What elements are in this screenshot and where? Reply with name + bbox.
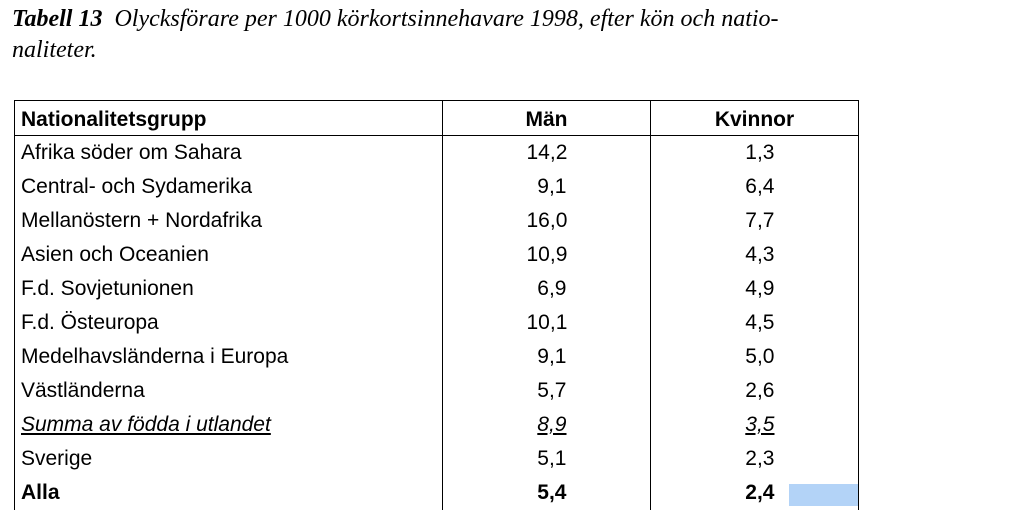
caption-text-line1: Olycksförare per 1000 körkortsinnehavare 1998, efter kön och natio- (114, 6, 779, 32)
row-kvinnor: 3,5 (651, 408, 859, 442)
row-kvinnor: 5,0 (651, 340, 859, 374)
table-row (15, 374, 859, 408)
row-name: Summa av födda i utlandet (15, 408, 443, 442)
table-row (15, 340, 859, 374)
row-man: 9,1 (443, 170, 651, 204)
row-man: 5,1 (443, 442, 651, 476)
table-row (15, 272, 859, 306)
header-nationalitetsgrupp: Nationalitetsgrupp (15, 101, 443, 136)
row-name: Alla (15, 476, 443, 510)
row-kvinnor: 2,3 (651, 442, 859, 476)
row-kvinnor: 2,4 (651, 476, 859, 510)
table-row (15, 170, 859, 204)
row-kvinnor: 4,9 (651, 272, 859, 306)
row-name: Mellanöstern + Nordafrika (15, 204, 443, 238)
caption-label: Tabell 13 (12, 6, 103, 32)
row-name: Central- och Sydamerika (15, 170, 443, 204)
table-row (15, 238, 859, 272)
row-name: Medelhavsländerna i Europa (15, 340, 443, 374)
header-kvinnor: Kvinnor (651, 101, 859, 136)
table-caption (12, 4, 1002, 66)
row-man: 14,2 (443, 136, 651, 171)
data-table-container (14, 100, 858, 510)
data-table (14, 100, 859, 510)
table-row (15, 136, 859, 171)
row-man: 8,9 (443, 408, 651, 442)
table-row (15, 204, 859, 238)
row-man: 10,1 (443, 306, 651, 340)
row-name: Västländerna (15, 374, 443, 408)
row-man: 5,7 (443, 374, 651, 408)
row-name: Afrika söder om Sahara (15, 136, 443, 171)
row-kvinnor: 6,4 (651, 170, 859, 204)
table-row-total (15, 476, 859, 510)
table-row-summary-foreign-born (15, 408, 859, 442)
row-man: 6,9 (443, 272, 651, 306)
table-row (15, 306, 859, 340)
row-kvinnor: 1,3 (651, 136, 859, 171)
table-header-row (15, 101, 859, 136)
row-man: 9,1 (443, 340, 651, 374)
row-man: 16,0 (443, 204, 651, 238)
header-man: Män (443, 101, 651, 136)
row-kvinnor: 2,6 (651, 374, 859, 408)
row-name: F.d. Sovjetunionen (15, 272, 443, 306)
table-row (15, 442, 859, 476)
row-name: Asien och Oceanien (15, 238, 443, 272)
row-kvinnor: 4,5 (651, 306, 859, 340)
row-name: Sverige (15, 442, 443, 476)
row-kvinnor: 4,3 (651, 238, 859, 272)
row-man: 5,4 (443, 476, 651, 510)
row-name: F.d. Östeuropa (15, 306, 443, 340)
row-man: 10,9 (443, 238, 651, 272)
caption-text-line2: naliteter. (12, 37, 97, 63)
row-kvinnor: 7,7 (651, 204, 859, 238)
